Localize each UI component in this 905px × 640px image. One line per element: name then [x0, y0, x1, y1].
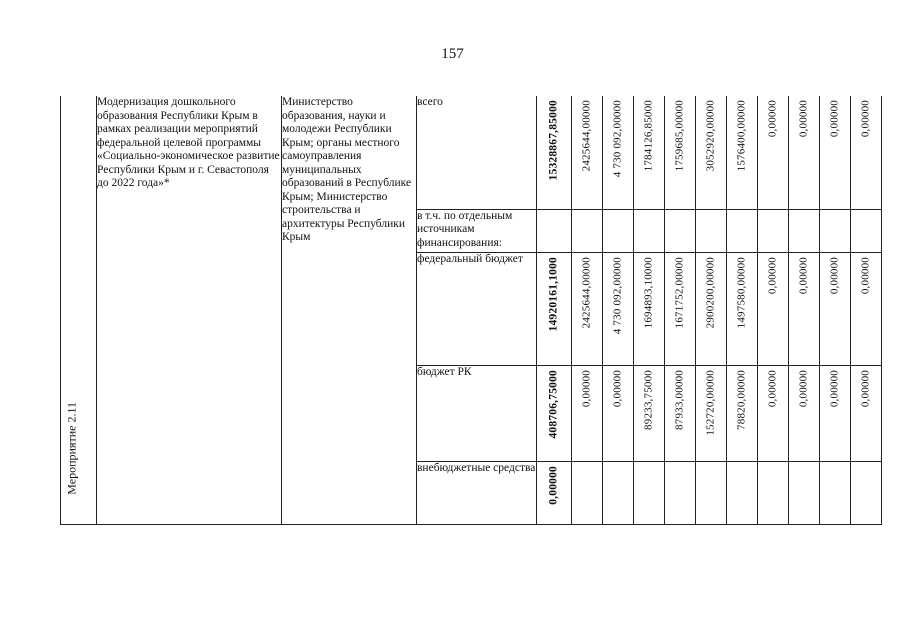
- amount-value: 1671752,00000: [673, 256, 686, 328]
- year-value-cell: [851, 365, 882, 461]
- year-value-cell: [789, 365, 820, 461]
- year-value-cell: [820, 252, 851, 365]
- year-value-cell: [665, 96, 696, 209]
- year-value-cell: [727, 96, 758, 209]
- year-value-cell: [603, 365, 634, 461]
- amount-value: 14920161,1000: [547, 256, 560, 331]
- amount-value: 0,00000: [547, 465, 560, 505]
- amount-value: 408706,75000: [547, 369, 560, 439]
- year-value-cell: [820, 461, 851, 524]
- year-value-cell: [758, 96, 789, 209]
- amount-value: 87933,00000: [673, 369, 686, 430]
- year-value-cell: [727, 252, 758, 365]
- amount-value: 0,00000: [797, 256, 810, 294]
- year-value-cell: [603, 461, 634, 524]
- year-value-cell: [696, 209, 727, 252]
- amount-value: 0,00000: [797, 369, 810, 407]
- source-label: внебюджетные средства: [417, 461, 537, 524]
- amount-value: 0,00000: [859, 369, 872, 407]
- year-value-cell: [634, 252, 665, 365]
- amount-value: 4 730 092,00000: [611, 100, 624, 178]
- table-row: [61, 96, 882, 209]
- amount-value: 0,00000: [611, 369, 624, 407]
- year-value-cell: [727, 461, 758, 524]
- year-value-cell: [696, 461, 727, 524]
- year-value-cell: [696, 96, 727, 209]
- year-value-cell: [789, 461, 820, 524]
- year-value-cell: [758, 365, 789, 461]
- year-value-cell: [758, 461, 789, 524]
- amount-value: 0,00000: [766, 256, 779, 294]
- year-value-cell: [789, 209, 820, 252]
- amount-value: 0,00000: [797, 100, 810, 138]
- amount-value: 2425644,00000: [580, 256, 593, 328]
- budget-table: [60, 96, 882, 525]
- event-description: Модернизация дошкольного образования Республики Крым в рамках реализации мероприятий федеральной целевой программы «Социально-экономическое развитие Республики Крым и г. Севастополя до 2022 года»*: [97, 96, 282, 524]
- amount-value: 0,00000: [766, 369, 779, 407]
- year-value-cell: [572, 365, 603, 461]
- year-value-cell: [727, 365, 758, 461]
- amount-value: 1759685,00000: [673, 100, 686, 172]
- amount-value: 0,00000: [828, 256, 841, 294]
- amount-value: 1784126,85000: [642, 100, 655, 172]
- amount-value: 1576400,00000: [735, 100, 748, 172]
- year-value-cell: [758, 209, 789, 252]
- event-executors: Министерство образования, науки и молодежи Республики Крым; органы местного самоуправления муниципальных образований в Республике Крым; Министерство строительства и архитектуры Республики Крым: [282, 96, 417, 524]
- year-value-cell: [603, 96, 634, 209]
- year-value-cell: [572, 209, 603, 252]
- year-value-cell: [820, 365, 851, 461]
- year-value-cell: [572, 96, 603, 209]
- year-value-cell: [696, 365, 727, 461]
- total-value-cell: [537, 461, 572, 524]
- amount-value: 1694893,10000: [642, 256, 655, 328]
- year-value-cell: [665, 461, 696, 524]
- source-label: в т.ч. по отдельным источникам финансирования:: [417, 209, 537, 252]
- amount-value: 89233,75000: [642, 369, 655, 430]
- event-id-cell: [61, 96, 97, 524]
- year-value-cell: [789, 96, 820, 209]
- amount-value: 4 730 092,00000: [611, 256, 624, 334]
- year-value-cell: [603, 252, 634, 365]
- year-value-cell: [696, 252, 727, 365]
- year-value-cell: [572, 461, 603, 524]
- amount-value: 15328867,85000: [547, 100, 560, 181]
- total-value-cell: [537, 365, 572, 461]
- amount-value: 152720,00000: [704, 369, 717, 436]
- year-value-cell: [758, 252, 789, 365]
- page-number: 157: [441, 46, 464, 62]
- year-value-cell: [851, 461, 882, 524]
- source-label: федеральный бюджет: [417, 252, 537, 365]
- year-value-cell: [851, 252, 882, 365]
- year-value-cell: [634, 96, 665, 209]
- amount-value: 2900200,00000: [704, 256, 717, 328]
- year-value-cell: [851, 209, 882, 252]
- year-value-cell: [665, 365, 696, 461]
- amount-value: 0,00000: [828, 100, 841, 138]
- amount-value: 0,00000: [859, 256, 872, 294]
- year-value-cell: [634, 365, 665, 461]
- source-label: бюджет РК: [417, 365, 537, 461]
- amount-value: 78820,00000: [735, 369, 748, 430]
- year-value-cell: [665, 252, 696, 365]
- year-value-cell: [727, 209, 758, 252]
- total-value-cell: [537, 252, 572, 365]
- amount-value: 0,00000: [859, 100, 872, 138]
- total-value-cell: [537, 209, 572, 252]
- year-value-cell: [820, 209, 851, 252]
- year-value-cell: [851, 96, 882, 209]
- amount-value: 0,00000: [580, 369, 593, 407]
- amount-value: 3052920,00000: [704, 100, 717, 172]
- year-value-cell: [789, 252, 820, 365]
- source-label: всего: [417, 96, 537, 209]
- amount-value: 0,00000: [828, 369, 841, 407]
- total-value-cell: [537, 96, 572, 209]
- event-id-label: Мероприятие 2.11: [64, 402, 78, 495]
- year-value-cell: [820, 96, 851, 209]
- year-value-cell: [572, 252, 603, 365]
- amount-value: 1497580,00000: [735, 256, 748, 328]
- year-value-cell: [634, 461, 665, 524]
- year-value-cell: [634, 209, 665, 252]
- year-value-cell: [603, 209, 634, 252]
- amount-value: 2425644,00000: [580, 100, 593, 172]
- amount-value: 0,00000: [766, 100, 779, 138]
- year-value-cell: [665, 209, 696, 252]
